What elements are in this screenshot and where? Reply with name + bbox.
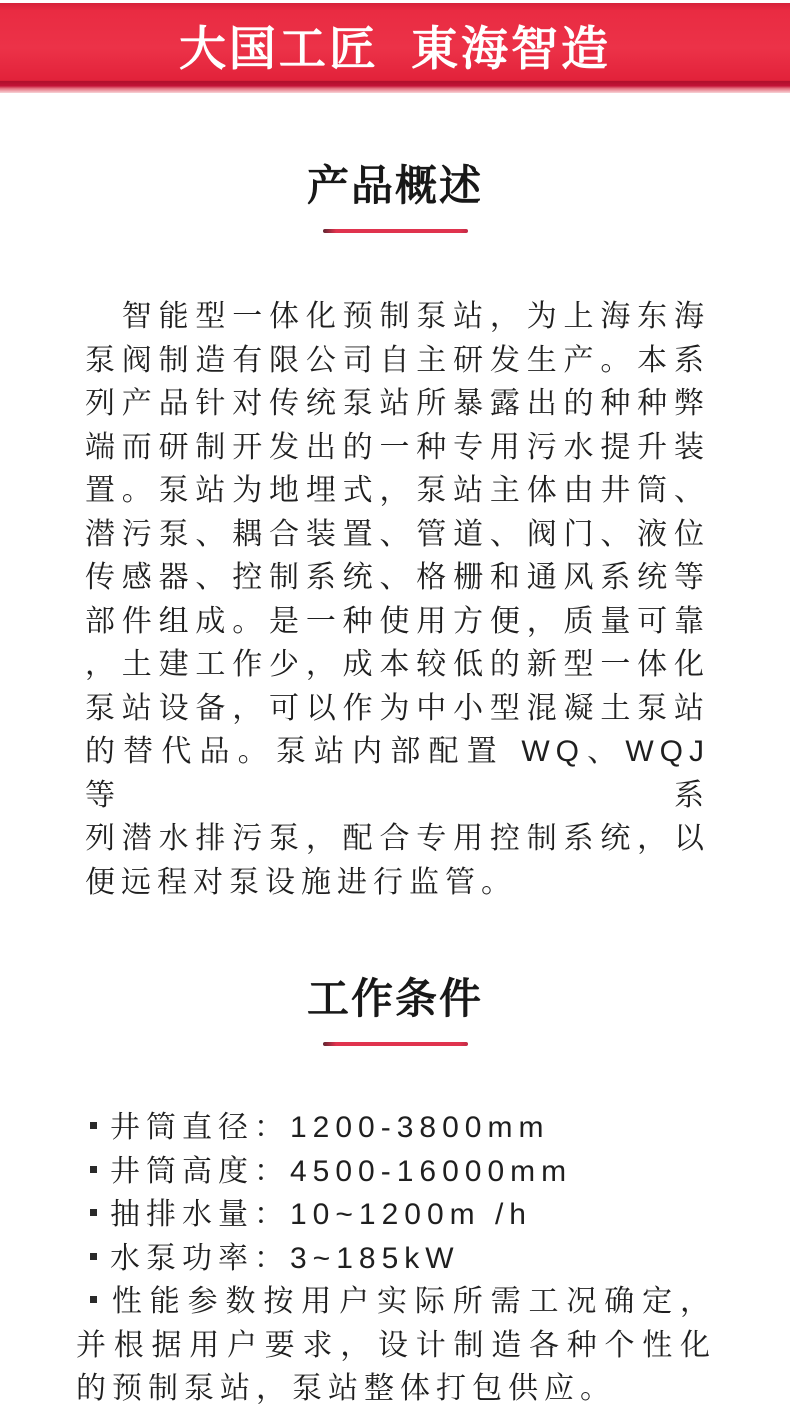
overview-paragraph (85, 295, 710, 904)
product-detail-page (0, 3, 790, 1404)
list-item-line: 性能参数按用户实际所需工况确定， (76, 1280, 716, 1324)
banner-title: 大国工匠 東海智造 (178, 21, 612, 75)
list-item-line: 并根据用户要求，设计制造各种个性化 (76, 1328, 716, 1362)
paragraph-line: 便远程对泵设施进行监管。 (85, 865, 517, 899)
overview-title-underline (323, 229, 468, 233)
brand-banner (0, 3, 790, 93)
section-working-conditions (0, 968, 790, 1404)
paragraph-line: 端而研制开发出的一种专用污水提升装 (85, 430, 710, 464)
bullet-icon (90, 1209, 97, 1216)
paragraph-line: 泵站设备，可以作为中小型混凝土泵站 (85, 691, 710, 725)
paragraph-line: ，土建工作少，成本较低的新型一体化 (85, 648, 710, 681)
paragraph-line: 列潜水排污泵，配合专用控制系统，以 (85, 822, 710, 855)
bullet-icon (90, 1296, 97, 1303)
list-item-line: 的预制泵站，泵站整体打包供应。 (76, 1372, 616, 1404)
list-item (76, 1150, 716, 1194)
list-item-line: 水泵功率：3~185kW (76, 1237, 716, 1281)
list-item-line: 井筒直径：1200-3800mm (76, 1106, 716, 1150)
paragraph-line: 智能型一体化预制泵站，为上海东海 (85, 300, 710, 333)
bullet-icon (90, 1166, 97, 1173)
paragraph-line: 置。泵站为地埋式，泵站主体由井筒、 (85, 474, 710, 507)
paragraph-line: 列产品针对传统泵站所暴露出的种种弊 (85, 387, 710, 420)
list-item (76, 1193, 716, 1237)
list-item (76, 1280, 716, 1404)
paragraph-line: 部件组成。是一种使用方便，质量可靠 (85, 604, 710, 638)
list-item-line: 井筒高度：4500-16000mm (76, 1150, 716, 1194)
list-item-line: 抽排水量：10~1200m /h (76, 1193, 716, 1237)
conditions-list (76, 1106, 716, 1404)
section-overview (0, 155, 790, 904)
paragraph-line: 传感器、控制系统、格栅和通风系统等 (85, 561, 710, 594)
conditions-section-title: 工作条件 (306, 975, 483, 1022)
list-item (76, 1106, 716, 1150)
conditions-title-underline (323, 1042, 468, 1046)
list-item (76, 1237, 716, 1281)
paragraph-line: 泵阀制造有限公司自主研发生产。本系 (85, 343, 710, 377)
bullet-icon (90, 1253, 97, 1260)
paragraph-line: 的替代品。泵站内部配置 WQ、WQJ等系 (85, 735, 710, 812)
overview-section-title: 产品概述 (306, 162, 483, 209)
paragraph-line: 潜污泵、耦合装置、管道、阀门、液位 (85, 517, 710, 551)
bullet-icon (90, 1122, 97, 1129)
